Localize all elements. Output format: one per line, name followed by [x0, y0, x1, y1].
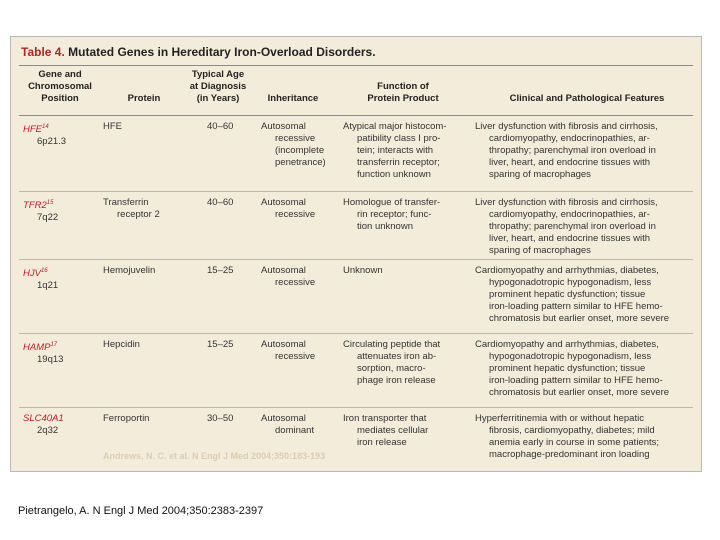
- chromosome-position: 7q22: [37, 212, 59, 224]
- table-row: [11, 339, 701, 407]
- gene-cell: [23, 265, 103, 292]
- protein-cell: Hemojuvelin: [103, 265, 156, 276]
- header-age: Typical Age at Diagnosis (in Years): [189, 69, 247, 104]
- gene-ref: 14: [42, 124, 49, 130]
- gene-ref: 16: [40, 268, 48, 274]
- table-row: [11, 121, 701, 189]
- gene-name: HAMP: [23, 342, 51, 354]
- protein-cell: HFE: [103, 121, 122, 132]
- source-watermark: Andrews, N. C. et al. N Engl J Med 2004;350:183-193: [103, 451, 326, 461]
- inheritance-cell: Autosomal recessive (incomplete penetrance): [261, 121, 326, 168]
- table-number: Table 4.: [21, 45, 65, 59]
- gene-cell: [23, 121, 103, 148]
- row-divider: [19, 259, 693, 260]
- header-gene: Gene and Chromosomal Position: [28, 69, 92, 104]
- features-cell: Cardiomyopathy and arrhythmias, diabetes, hypogonadotropic hypogonadism, less prominent hepatic dysfunction; tissue iron-loading pattern similar to HFE hemo- chromatosis but earlier onset, more severe: [475, 339, 670, 398]
- header-function: Function of Protein Product: [367, 81, 439, 104]
- header-protein: Protein: [127, 93, 161, 104]
- gene-cell: [23, 413, 103, 437]
- function-cell: Homologue of transfer- rin receptor; func- tion unknown: [343, 197, 441, 232]
- header-inheritance: Inheritance: [267, 93, 319, 104]
- hereditary-iron-table: [10, 36, 702, 472]
- inheritance-cell: Autosomal dominant: [261, 413, 315, 436]
- function-cell: Circulating peptide that attenuates iron ab- sorption, macro- phage iron release: [343, 339, 441, 386]
- gene-name: HJV: [23, 268, 41, 280]
- age-cell: 15–25: [207, 265, 234, 276]
- gene-ref: 15: [46, 200, 54, 206]
- features-cell: Liver dysfunction with fibrosis and cirrhosis, cardiomyopathy, endocrinopathies, ar- thropathy; parenchymal iron overload in liver, heart, and endocrine tissues with sparing of macrophages: [475, 197, 658, 256]
- gene-name: HFE: [23, 124, 42, 136]
- inheritance-cell: Autosomal recessive: [261, 339, 316, 362]
- chromosome-position: 1q21: [37, 280, 59, 292]
- age-cell: 40–60: [207, 197, 234, 208]
- protein-cell: Hepcidin: [103, 339, 140, 350]
- chromosome-position: 2q32: [37, 425, 59, 436]
- protein-cell: Ferroportin: [103, 413, 150, 424]
- age-cell: 40–60: [207, 121, 234, 132]
- table-row: [11, 413, 701, 472]
- function-cell: Unknown: [343, 265, 383, 276]
- gene-ref: 17: [50, 342, 58, 348]
- inheritance-cell: Autosomal recessive: [261, 265, 316, 288]
- table-title-text: Mutated Genes in Hereditary Iron-Overload Disorders.: [64, 45, 376, 59]
- gene-cell: [23, 339, 103, 366]
- gene-name: SLC40A1: [23, 413, 64, 424]
- citation: Pietrangelo, A. N Engl J Med 2004;350:2383-2397: [18, 505, 264, 517]
- gene-name: TFR2: [23, 200, 47, 212]
- features-cell: Liver dysfunction with fibrosis and cirrhosis, cardiomyopathy, endocrinopathies, ar- thropathy; parenchymal iron overload in liver, heart, and endocrine tissues with sparing of macrophages: [475, 121, 658, 180]
- row-divider: [19, 191, 693, 192]
- chromosome-position: 19q13: [37, 354, 64, 366]
- title-rule: [19, 65, 693, 66]
- age-cell: 30–50: [207, 413, 234, 424]
- row-divider: [19, 333, 693, 334]
- header-rule: [19, 115, 693, 116]
- chromosome-position: 6p21.3: [37, 136, 67, 148]
- table-row: [11, 197, 701, 265]
- function-cell: Atypical major histocom- patibility class I pro- tein; interacts with transferrin receptor; function unknown: [343, 121, 447, 180]
- gene-cell: [23, 197, 103, 224]
- header-features: Clinical and Pathological Features: [509, 93, 665, 104]
- row-divider: [19, 407, 693, 408]
- table-title: [21, 45, 376, 59]
- table-header: [11, 67, 701, 113]
- function-cell: Iron transporter that mediates cellular iron release: [343, 413, 429, 448]
- features-cell: Cardiomyopathy and arrhythmias, diabetes, hypogonadotropic hypogonadism, less prominent hepatic dysfunction; tissue iron-loading pattern similar to HFE hemo- chromatosis but earlier onset, more severe: [475, 265, 670, 324]
- table-row: [11, 265, 701, 333]
- age-cell: 15–25: [207, 339, 234, 350]
- protein-cell: Transferrin receptor 2: [103, 197, 160, 220]
- features-cell: Hyperferritinemia with or without hepatic fibrosis, cardiomyopathy, diabetes; mild anemia early in course in some patients; macrophage-predominant iron loading: [475, 413, 660, 460]
- inheritance-cell: Autosomal recessive: [261, 197, 316, 220]
